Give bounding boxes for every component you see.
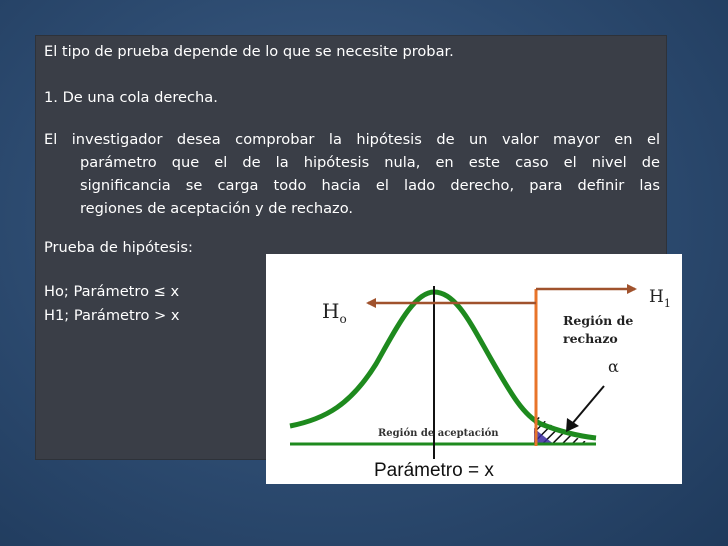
alpha-label: α bbox=[608, 357, 619, 376]
test-heading: Prueba de hipótesis: bbox=[44, 239, 193, 256]
alpha-pointer-head bbox=[566, 418, 579, 432]
diagram-svg bbox=[266, 254, 682, 484]
case-heading: 1. De una cola derecha. bbox=[44, 89, 218, 106]
paragraph-line: regiones de aceptación y de rechazo. bbox=[80, 200, 354, 217]
explanation-paragraph bbox=[44, 128, 660, 220]
h1-label: $H_1$ bbox=[649, 287, 671, 310]
h1-statement: H1; Parámetro > x bbox=[44, 307, 180, 324]
paragraph-line: parámetro que el de la hipótesis nula, en este caso el nivel de bbox=[80, 154, 660, 171]
alpha-pointer bbox=[572, 386, 604, 424]
h0-label: $H_o$ bbox=[322, 299, 347, 326]
paragraph-line: El investigador desea comprobar la hipótesis de un valor mayor en el bbox=[44, 131, 660, 148]
rejection-label-line2: rechazo bbox=[563, 331, 618, 346]
hypothesis-diagram bbox=[266, 254, 682, 484]
h0-statement: Ho; Parámetro ≤ x bbox=[44, 283, 180, 300]
parameter-label: Parámetro = x bbox=[374, 460, 494, 481]
acceptance-label: Región de aceptación bbox=[378, 428, 499, 439]
intro-text: El tipo de prueba depende de lo que se necesite probar. bbox=[44, 43, 454, 60]
paragraph-line: significancia se carga todo hacia el lado derecho, para definir las bbox=[80, 177, 660, 194]
rejection-label-line1: Región de bbox=[563, 313, 634, 328]
